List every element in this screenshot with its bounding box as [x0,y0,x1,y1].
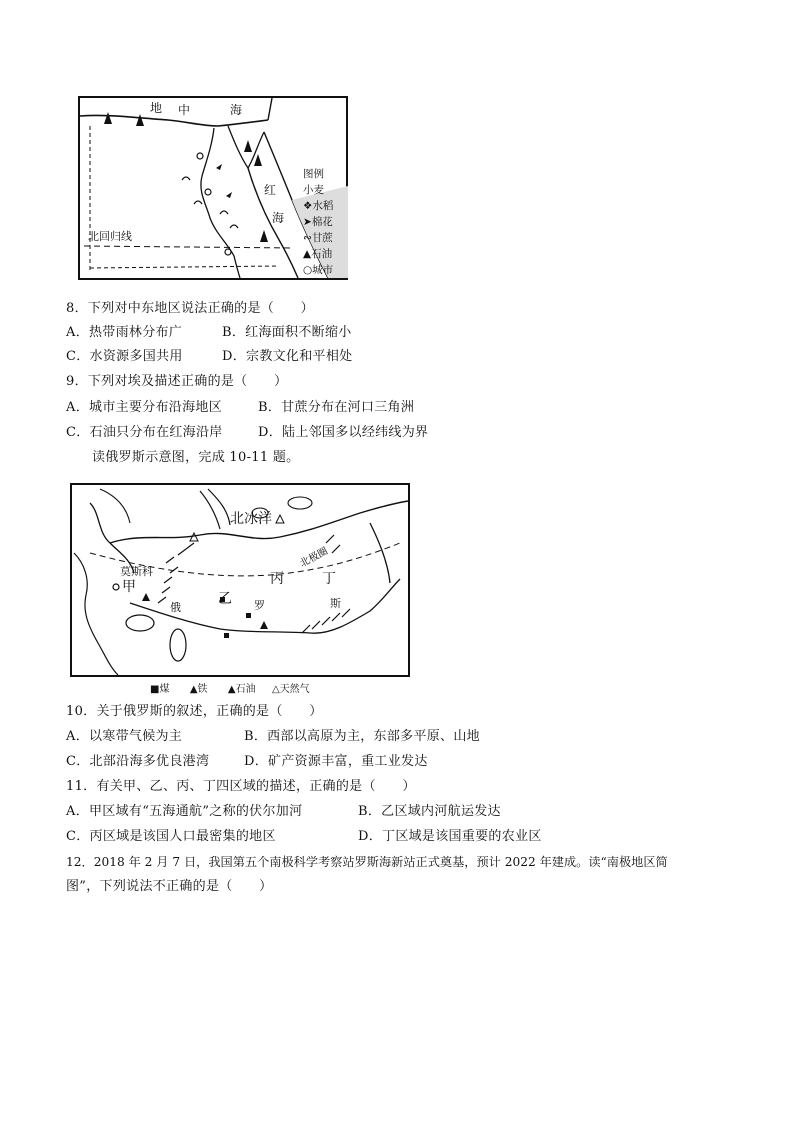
legend-item-city [303,262,351,278]
sugarcane-icon: ∾ [303,232,312,244]
map1-label-med-3: 海 [230,103,243,117]
russia-map-graphic [70,483,410,677]
legend-oil: 石油 [235,684,256,695]
coal-icon: ■ [150,684,160,695]
gas-icon: △ [271,684,280,695]
q10-option-a: A．以寒带气候为主 [66,729,183,744]
q11-option-b: B．乙区域内河航运发达 [358,804,501,819]
map2-label-e: 俄 [170,601,181,614]
iron-icon: ▲ [189,684,198,695]
legend-item-rice-label: 水稻 [312,200,334,212]
map2-label-moscow: 莫斯科 [120,565,153,578]
q10-stem: 10．关于俄罗斯的叙述，正确的是（ ） [66,704,323,719]
map2-label-ding: 丁 [322,571,336,587]
q10-option-d: D．矿产资源丰富，重工业发达 [244,754,428,769]
map1-label-med-2: 中 [178,103,191,117]
legend-item-cotton-label: 棉花 [311,216,333,228]
rice-icon: ❖ [303,200,313,212]
oil-icon: ▲ [303,248,312,260]
q9-option-b: B．甘蔗分布在河口三角洲 [258,400,415,415]
city-icon: ○ [303,264,313,276]
q9-option-d: D．陆上邻国多以经纬线为界 [258,425,429,440]
legend-item-wheat [303,182,351,198]
q11-stem: 11．有关甲、乙、丙、丁四区域的描述，正确的是（ ） [66,779,416,794]
map1-label-red-1: 红 [264,183,277,197]
q8-option-a: A．热带雨林分布广 [66,325,183,340]
q11-option-a: A．甲区域有“五海通航”之称的伏尔加河 [66,804,303,819]
map2-label-arctic-circle: 北极圈 [298,545,330,570]
legend-item-rice [303,198,351,214]
legend-item-wheat-label: 小麦 [303,184,324,196]
intro-10-11: 读俄罗斯示意图，完成 10-11 题。 [92,450,300,465]
legend-coal: 煤 [159,684,170,695]
map2-label-jia: 甲 [122,579,136,595]
q8-option-d: D．宗教文化和平相处 [222,349,353,364]
map2-label-bing: 丙 [270,571,284,587]
map1-label-tropic: 北回归线 [88,230,132,243]
legend-title: 图例 [303,168,324,180]
q8-option-c: C．水资源多国共用 [66,349,183,364]
map1-label-red-2: 海 [272,211,285,225]
legend-item-sugarcane [303,230,351,246]
legend-item-oil [303,246,351,262]
legend-gas: 天然气 [279,684,310,695]
map1-label-med-1: 地 [150,101,163,115]
q8-stem: 8．下列对中东地区说法正确的是（ ） [66,301,314,316]
q8-option-b: B．红海面积不断缩小 [222,325,352,340]
map2-label-yi: 乙 [218,591,232,607]
q12-line-2: 图”，下列说法不正确的是（ ） [66,879,273,894]
map2-label-arctic: 北冰洋 [230,511,272,527]
q10-option-b: B．西部以高原为主，东部多平原、山地 [244,729,480,744]
oil-icon: ▲ [227,684,236,695]
russia-map-legend [150,680,310,695]
map2-label-si: 斯 [330,597,341,610]
q12-line-1: 12．2018 年 2 月 7 日，我国第五个南极科学考察站罗斯海新站正式奠基，预计 2022 年建成。读“南极地区简 [66,855,668,869]
q11-option-c: C．丙区域是该国人口最密集的地区 [66,829,276,844]
russia-map [70,483,410,677]
q11-option-d: D．丁区域是该国重要的农业区 [358,829,542,844]
cotton-icon: ➤ [303,216,312,228]
map2-label-luo: 罗 [254,599,265,612]
q9-option-c: C．石油只分布在红海沿岸 [66,425,223,440]
legend-iron: 铁 [197,684,208,695]
q9-option-a: A．城市主要分布沿海地区 [66,400,222,415]
q10-option-c: C．北部沿海多优良港湾 [66,754,210,769]
legend-item-oil-label: 石油 [311,248,333,260]
legend-item-city-label: 城市 [312,264,334,276]
q9-stem: 9．下列对埃及描述正确的是（ ） [66,374,288,389]
legend-item-cotton [303,214,351,230]
legend-item-sugarcane-label: 甘蔗 [311,232,333,244]
egypt-map-legend [303,166,351,278]
